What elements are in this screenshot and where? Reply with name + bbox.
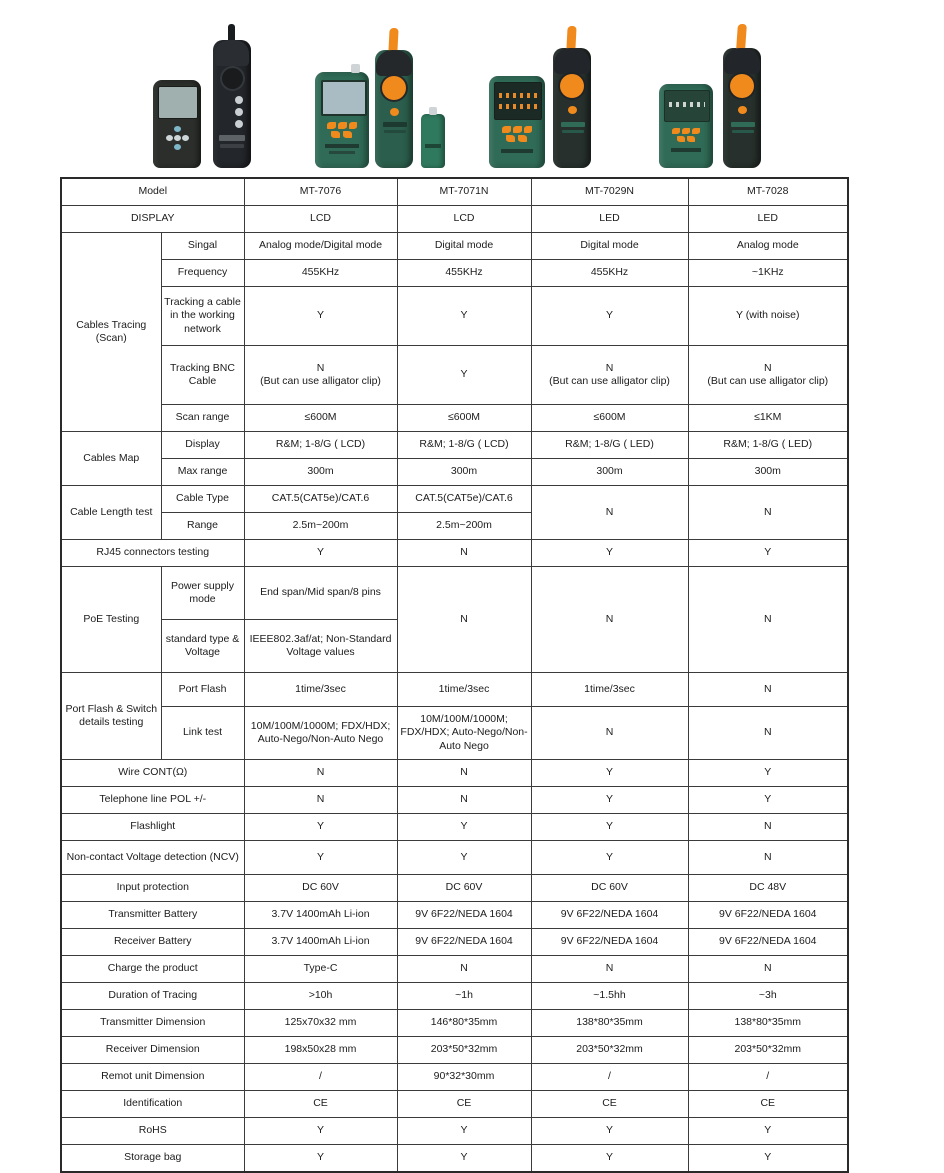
table-row-telephone-pol [61,787,848,814]
row-label-max-range: Max range [161,459,244,486]
cell-line-2: (But can use alligator clip) [707,375,829,387]
table-row-scan-range [61,405,848,432]
row-label-display: DISPLAY [61,206,244,233]
cell-scan-range-mt-7071n: ≤600M [397,405,531,432]
cell-ncv-mt-7028: N [688,841,848,875]
key-b [338,122,347,129]
tester-unit-mt-7029n [489,76,545,168]
probe-tip [228,24,235,41]
probe-button [738,106,747,114]
remote-port [429,107,437,115]
cell-line-1: 10M/100M/1000M; FDX/HDX; [250,719,391,732]
lcd-screen [321,80,367,116]
volume-knob [382,76,406,100]
rj45-port-top [351,64,360,73]
cell-identification-mt-7076: CE [244,1091,397,1118]
probe-unit-mt-7071n [375,50,413,168]
cell-port-flash-mt-7028: N [688,673,848,707]
key-left [166,135,173,141]
probe-head [376,50,412,76]
probe-unit-mt-7029n [553,48,591,168]
cell-scan-range-mt-7076: ≤600M [244,405,397,432]
cell-display-mt-7076: LCD [244,206,397,233]
led-row-top [499,93,537,98]
table-row-display [61,206,848,233]
key-a [672,128,680,134]
volume-knob [222,68,243,89]
cell-duration-tracing-mt-7071n: ~1h [397,983,531,1010]
cell-tracking-bnc-mt-7071n: Y [397,346,531,405]
row-group-label-poe-testing: PoE Testing [61,567,161,673]
cell-tracking-bnc-mt-7076 [244,346,397,405]
cell-receiver-battery-mt-7029n: 9V 6F22/NEDA 1604 [531,929,688,956]
row-label-storage-bag: Storage bag [61,1145,244,1173]
cell-link-test-mt-7028: N [688,707,848,760]
cell-model-mt-7076: MT-7076 [244,178,397,206]
probe-unit-mt-7076 [213,40,251,168]
row-label-remote-unit-dimension: Remot unit Dimension [61,1064,244,1091]
tester-brand-label [325,144,359,148]
cell-tracking-bnc-mt-7029n [531,346,688,405]
cell-range-mt-7071n: 2.5m~200m [397,513,531,540]
probe-model-label [384,130,406,133]
cell-tracking-working-mt-7071n: Y [397,287,531,346]
cell-max-range-mt-7076: 300m [244,459,397,486]
cell-telephone-pol-mt-7076: N [244,787,397,814]
led-panel [664,90,710,122]
cell-input-protection-mt-7028: DC 48V [688,875,848,902]
cell-poe-mt-7028: N [688,567,848,673]
probe-brand-label [731,122,755,127]
cell-identification-mt-7028: CE [688,1091,848,1118]
row-label-model: Model [61,178,244,206]
cell-max-range-mt-7071n: 300m [397,459,531,486]
probe-brand-label [219,135,245,141]
cell-charge-product-mt-7071n: N [397,956,531,983]
cell-tracking-working-mt-7028: Y (with noise) [688,287,848,346]
cell-receiver-battery-mt-7076: 3.7V 1400mAh Li-ion [244,929,397,956]
cell-scan-range-mt-7028: ≤1KM [688,405,848,432]
cell-duration-tracing-mt-7029n: ~1.5hh [531,983,688,1010]
row-label-link-test: Link test [161,707,244,760]
cell-line-2: FDX/HDX; Auto-Nego/Non- [400,726,528,739]
tester-model-label [329,151,355,154]
cell-port-flash-mt-7071n: 1time/3sec [397,673,531,707]
table-row-receiver-dimension [61,1037,848,1064]
cell-wire-cont-mt-7029n: Y [531,760,688,787]
table-row-signal [61,233,848,260]
row-label-ncv: Non-contact Voltage detection (NCV) [61,841,244,875]
row-group-label-cable-length-test: Cable Length test [61,486,161,540]
row-label-wire-cont: Wire CONT(Ω) [61,760,244,787]
probe-button [568,106,577,114]
cell-wire-cont-mt-7071n: N [397,760,531,787]
cell-poe-mt-7029n: N [531,567,688,673]
cell-rohs-mt-7071n: Y [397,1118,531,1145]
cell-line-1: IEEE802.3af/at; Non-Standard [249,632,392,645]
cell-standard-type-voltage-mt-7076 [244,620,397,673]
cell-tracking-working-mt-7029n: Y [531,287,688,346]
key-up [174,126,181,132]
cell-line-1: N [605,361,614,374]
cell-wire-cont-mt-7028: Y [688,760,848,787]
cell-power-supply-mode-mt-7076: End span/Mid span/8 pins [244,567,397,620]
tester-unit-mt-7076 [153,80,201,168]
cell-storage-bag-mt-7028: Y [688,1145,848,1173]
cell-map-display-mt-7071n: R&M; 1-8/G ( LCD) [397,432,531,459]
cell-storage-bag-mt-7029n: Y [531,1145,688,1173]
row-group-label-cables-map: Cables Map [61,432,161,486]
cell-cable-length-mt-7029n: N [531,486,688,540]
cell-ncv-mt-7071n: Y [397,841,531,875]
cell-line-2: (But can use alligator clip) [260,375,381,387]
cell-line-1: N [316,361,325,374]
cell-identification-mt-7071n: CE [397,1091,531,1118]
probe-button-3 [235,120,243,128]
cell-line-1: 10M/100M/1000M; [420,713,508,726]
table-row-receiver-battery [61,929,848,956]
cell-transmitter-dimension-mt-7028: 138*80*35mm [688,1010,848,1037]
key-c [524,126,532,133]
table-row-flashlight [61,814,848,841]
probe-button [390,108,399,116]
table-row-link-test [61,707,848,760]
cell-display-mt-7029n: LED [531,206,688,233]
row-label-tracking-working-network: Tracking a cable in the working network [161,287,244,346]
row-label-input-protection: Input protection [61,875,244,902]
tester-brand-label [671,148,701,152]
specification-table [60,177,849,1173]
cell-transmitter-battery-mt-7071n: 9V 6F22/NEDA 1604 [397,902,531,929]
cell-rj45-mt-7071n: N [397,540,531,567]
cell-charge-product-mt-7028: N [688,956,848,983]
cell-port-flash-mt-7076: 1time/3sec [244,673,397,707]
cell-duration-tracing-mt-7076: >10h [244,983,397,1010]
cell-input-protection-mt-7071n: DC 60V [397,875,531,902]
cell-receiver-dimension-mt-7076: 198x50x28 mm [244,1037,397,1064]
key-b [682,128,690,134]
cell-charge-product-mt-7076: Type-C [244,956,397,983]
cell-rohs-mt-7029n: Y [531,1118,688,1145]
table-row-max-range [61,459,848,486]
table-row-identification [61,1091,848,1118]
cell-display-mt-7028: LED [688,206,848,233]
cell-line-2: Auto-Nego/Non-Auto Nego [257,733,384,745]
probe-head [215,40,249,66]
key-d [677,136,685,142]
tester-brand-label [501,149,533,153]
row-label-charge-product: Charge the product [61,956,244,983]
key-c [349,122,357,129]
cell-max-range-mt-7028: 300m [688,459,848,486]
cell-poe-mt-7071n: N [397,567,531,673]
cell-rj45-mt-7028: Y [688,540,848,567]
cell-line-2: (But can use alligator clip) [549,375,670,387]
cell-receiver-dimension-mt-7028: 203*50*32mm [688,1037,848,1064]
cell-frequency-mt-7071n: 455KHz [397,260,531,287]
cell-frequency-mt-7076: 455KHz [244,260,397,287]
table-row-ncv [61,841,848,875]
row-label-rohs: RoHS [61,1118,244,1145]
probe-button-1 [235,96,243,104]
cell-flashlight-mt-7071n: Y [397,814,531,841]
table-row-storage-bag [61,1145,848,1173]
cell-telephone-pol-mt-7028: Y [688,787,848,814]
table-row-power-supply-mode [61,567,848,620]
probe-brand-label [383,122,407,127]
table-row-transmitter-battery [61,902,848,929]
cell-remote-unit-dimension-mt-7028: / [688,1064,848,1091]
cell-flashlight-mt-7029n: Y [531,814,688,841]
volume-knob [560,74,584,98]
probe-model-label [220,144,244,148]
table-row-rohs [61,1118,848,1145]
row-label-cable-type: Cable Type [161,486,244,513]
cell-wire-cont-mt-7076: N [244,760,397,787]
cell-link-test-mt-7076 [244,707,397,760]
cell-signal-mt-7029n: Digital mode [531,233,688,260]
table-row-duration-tracing [61,983,848,1010]
cell-storage-bag-mt-7071n: Y [397,1145,531,1173]
row-group-label-cables-tracing: Cables Tracing (Scan) [61,233,161,432]
probe-button-2 [235,108,243,116]
table-row-transmitter-dimension [61,1010,848,1037]
table-row-wire-cont [61,760,848,787]
product-image-mt-7028 [649,22,799,170]
cell-tracking-working-mt-7076: Y [244,287,397,346]
led-panel [494,82,542,120]
probe-head [724,48,760,74]
cell-transmitter-battery-mt-7028: 9V 6F22/NEDA 1604 [688,902,848,929]
cell-transmitter-dimension-mt-7076: 125x70x32 mm [244,1010,397,1037]
cell-storage-bag-mt-7076: Y [244,1145,397,1173]
table-row-charge-product [61,956,848,983]
cell-line-1: N [763,361,772,374]
tester-unit-mt-7028 [659,84,713,168]
cell-line-2: Voltage values [286,646,355,658]
table-row-tracking-working-network [61,287,848,346]
product-image-mt-7071n [313,22,463,170]
table-row-rj45 [61,540,848,567]
cell-receiver-battery-mt-7071n: 9V 6F22/NEDA 1604 [397,929,531,956]
row-label-port-flash: Port Flash [161,673,244,707]
cell-telephone-pol-mt-7071n: N [397,787,531,814]
cell-transmitter-battery-mt-7076: 3.7V 1400mAh Li-ion [244,902,397,929]
table-row-map-display [61,432,848,459]
key-down [174,144,181,150]
cell-duration-tracing-mt-7028: ~3h [688,983,848,1010]
cell-frequency-mt-7028: ~1KHz [688,260,848,287]
volume-knob [730,74,754,98]
cell-charge-product-mt-7029n: N [531,956,688,983]
key-c [692,128,700,134]
lcd-screen [158,86,198,119]
table-row-tracking-bnc [61,346,848,405]
row-label-tracking-bnc: Tracking BNC Cable [161,346,244,405]
remote-label [425,144,441,148]
cell-model-mt-7029n: MT-7029N [531,178,688,206]
cell-input-protection-mt-7029n: DC 60V [531,875,688,902]
product-image-mt-7029n [481,22,631,170]
row-label-power-supply-mode: Power supply mode [161,567,244,620]
key-d [331,131,340,138]
cell-flashlight-mt-7076: Y [244,814,397,841]
cell-cable-length-mt-7028: N [688,486,848,540]
table-row-input-protection [61,875,848,902]
specification-table-container [60,177,848,1173]
row-label-transmitter-dimension: Transmitter Dimension [61,1010,244,1037]
row-label-flashlight: Flashlight [61,814,244,841]
cell-ncv-mt-7076: Y [244,841,397,875]
cell-input-protection-mt-7076: DC 60V [244,875,397,902]
key-center [174,135,181,141]
cell-model-mt-7028: MT-7028 [688,178,848,206]
table-row-remote-unit-dimension [61,1064,848,1091]
probe-model-label [732,130,754,133]
key-e [343,131,352,138]
cell-receiver-dimension-mt-7029n: 203*50*32mm [531,1037,688,1064]
cell-identification-mt-7029n: CE [531,1091,688,1118]
row-label-frequency: Frequency [161,260,244,287]
table-row-cable-type [61,486,848,513]
cell-scan-range-mt-7029n: ≤600M [531,405,688,432]
keypad [672,128,700,144]
cell-cable-type-mt-7071n: CAT.5(CAT5e)/CAT.6 [397,486,531,513]
probe-unit-mt-7028 [723,48,761,168]
cell-rohs-mt-7076: Y [244,1118,397,1145]
cell-signal-mt-7076: Analog mode/Digital mode [244,233,397,260]
cell-frequency-mt-7029n: 455KHz [531,260,688,287]
cell-transmitter-battery-mt-7029n: 9V 6F22/NEDA 1604 [531,902,688,929]
row-label-telephone-pol: Telephone line POL +/- [61,787,244,814]
led-row [669,102,705,107]
keypad [327,122,357,140]
key-a [502,126,511,133]
cell-display-mt-7071n: LCD [397,206,531,233]
cell-rj45-mt-7076: Y [244,540,397,567]
cell-port-flash-mt-7029n: 1time/3sec [531,673,688,707]
cell-telephone-pol-mt-7029n: Y [531,787,688,814]
keypad [502,126,532,144]
cell-transmitter-dimension-mt-7071n: 146*80*35mm [397,1010,531,1037]
cell-signal-mt-7028: Analog mode [688,233,848,260]
cell-flashlight-mt-7028: N [688,814,848,841]
key-b [513,126,522,133]
product-image-mt-7076 [145,22,295,170]
key-a [327,122,336,129]
cell-remote-unit-dimension-mt-7071n: 90*32*30mm [397,1064,531,1091]
table-row-frequency [61,260,848,287]
cell-rohs-mt-7028: Y [688,1118,848,1145]
remote-unit-mt-7071n [421,114,445,168]
keypad [165,126,189,156]
row-label-scan-range: Scan range [161,405,244,432]
key-e [518,135,527,142]
key-d [506,135,515,142]
row-label-duration-tracing: Duration of Tracing [61,983,244,1010]
cell-map-display-mt-7029n: R&M; 1-8/G ( LED) [531,432,688,459]
probe-head [554,48,590,74]
cell-max-range-mt-7029n: 300m [531,459,688,486]
cell-link-test-mt-7071n [397,707,531,760]
cell-receiver-battery-mt-7028: 9V 6F22/NEDA 1604 [688,929,848,956]
cell-model-mt-7071n: MT-7071N [397,178,531,206]
row-label-identification: Identification [61,1091,244,1118]
row-label-map-display: Display [161,432,244,459]
cell-tracking-bnc-mt-7028 [688,346,848,405]
row-label-range: Range [161,513,244,540]
cell-map-display-mt-7076: R&M; 1-8/G ( LCD) [244,432,397,459]
probe-tip [388,28,398,52]
cell-rj45-mt-7029n: Y [531,540,688,567]
probe-model-label [562,130,584,133]
row-label-receiver-battery: Receiver Battery [61,929,244,956]
tester-unit-mt-7071n [315,72,369,168]
row-label-rj45: RJ45 connectors testing [61,540,244,567]
cell-cable-type-mt-7076: CAT.5(CAT5e)/CAT.6 [244,486,397,513]
row-label-signal: Singal [161,233,244,260]
cell-line-3: Auto Nego [439,739,489,752]
row-label-receiver-dimension: Receiver Dimension [61,1037,244,1064]
cell-remote-unit-dimension-mt-7076: / [244,1064,397,1091]
cell-receiver-dimension-mt-7071n: 203*50*32mm [397,1037,531,1064]
row-group-label-port-flash: Port Flash & Switch details testing [61,673,161,760]
cell-signal-mt-7071n: Digital mode [397,233,531,260]
row-label-standard-type-voltage: standard type & Voltage [161,620,244,673]
probe-tip [566,26,576,50]
cell-range-mt-7076: 2.5m~200m [244,513,397,540]
row-label-transmitter-battery: Transmitter Battery [61,902,244,929]
key-right [182,135,189,141]
cell-ncv-mt-7029n: Y [531,841,688,875]
cell-transmitter-dimension-mt-7029n: 138*80*35mm [531,1010,688,1037]
key-e [687,136,695,142]
led-row-bottom [499,104,537,109]
table-row-port-flash [61,673,848,707]
table-row-model [61,178,848,206]
cell-link-test-mt-7029n: N [531,707,688,760]
probe-tip [736,24,747,50]
cell-map-display-mt-7028: R&M; 1-8/G ( LED) [688,432,848,459]
product-gallery [0,0,944,176]
cell-remote-unit-dimension-mt-7029n: / [531,1064,688,1091]
probe-brand-label [561,122,585,127]
